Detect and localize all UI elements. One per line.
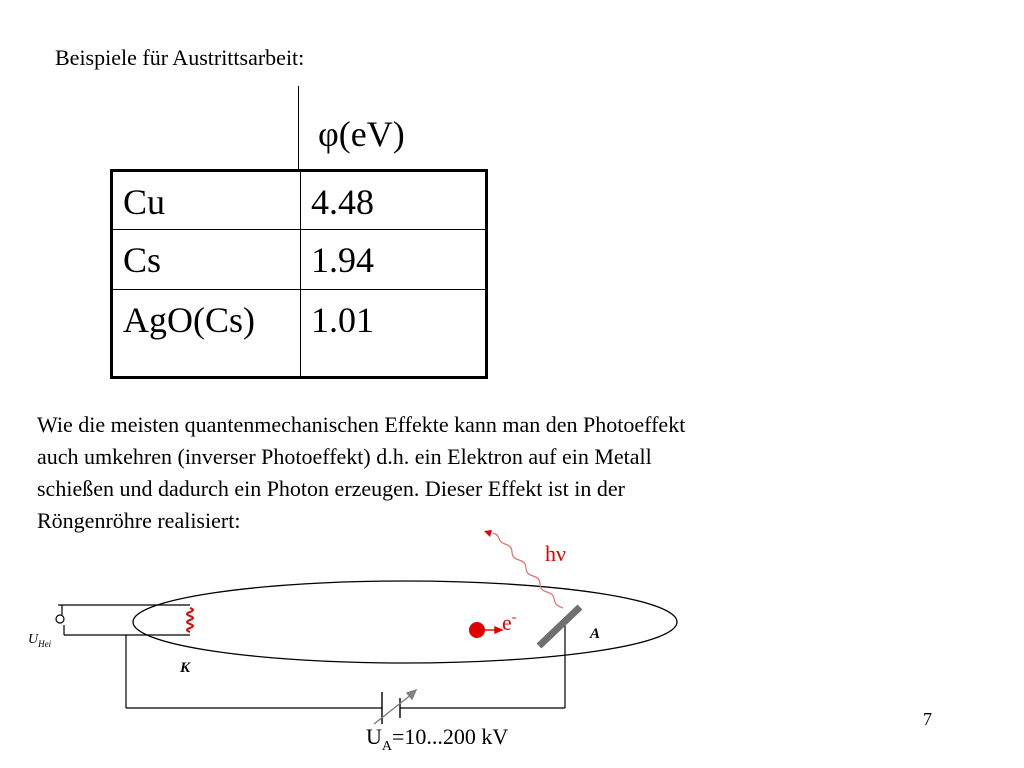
anode-plate [539, 607, 580, 646]
electron-label-main: e [502, 610, 512, 635]
variable-voltage-source-icon [382, 692, 400, 724]
explanation-paragraph [37, 409, 917, 537]
electron-label [502, 610, 517, 635]
cathode-label: K [180, 660, 191, 676]
table-cell-element: Cs [113, 230, 301, 290]
table-column-header: φ(eV) [318, 114, 405, 154]
electron-arrow-icon [485, 627, 502, 633]
anode-circuit [126, 622, 565, 708]
anode-voltage-sub: A [381, 739, 393, 754]
paragraph-line: Wie die meisten quantenmechanischen Effekte kann man den Photoeffekt [37, 412, 686, 437]
heater-circuit [56, 605, 190, 635]
heater-voltage-sub: Hei [38, 639, 52, 649]
heater-voltage-label [28, 632, 52, 649]
table-cell-value: 1.01 [311, 300, 374, 340]
table-cell-element: Cu [113, 172, 301, 230]
photon-label: hν [545, 541, 566, 566]
table-cell-element: AgO(Cs) [113, 290, 301, 376]
table-cell-value: 1.94 [301, 230, 485, 290]
anode-voltage-value: =10...200 kV [392, 724, 509, 749]
paragraph-line: auch umkehren (inverser Photoeffekt) d.h. ein Elektron auf ein Metall [37, 444, 652, 469]
electron-charge: - [511, 610, 517, 625]
cathode-filament-icon [187, 608, 193, 632]
tube-envelope [133, 581, 677, 663]
work-function-table [110, 169, 488, 379]
electron-icon [469, 622, 485, 638]
anode-label: A [590, 626, 601, 642]
anode-voltage-main: U [366, 724, 382, 749]
heater-voltage-main: U [28, 632, 39, 647]
anode-voltage-label [366, 724, 508, 754]
photon-arrow-icon [484, 530, 492, 537]
slide-heading: Beispiele für Austrittsarbeit: [55, 45, 305, 70]
variable-arrow-icon [374, 690, 416, 724]
page-number: 7 [923, 709, 932, 729]
paragraph-line: Röngenröhre realisiert: [37, 508, 241, 533]
paragraph-line: schießen und dadurch ein Photon erzeugen. Dieser Effekt ist in der [37, 476, 625, 501]
table-cell-value: 4.48 [301, 172, 485, 230]
xray-tube-diagram [0, 520, 1024, 768]
table-header-divider [298, 86, 299, 170]
